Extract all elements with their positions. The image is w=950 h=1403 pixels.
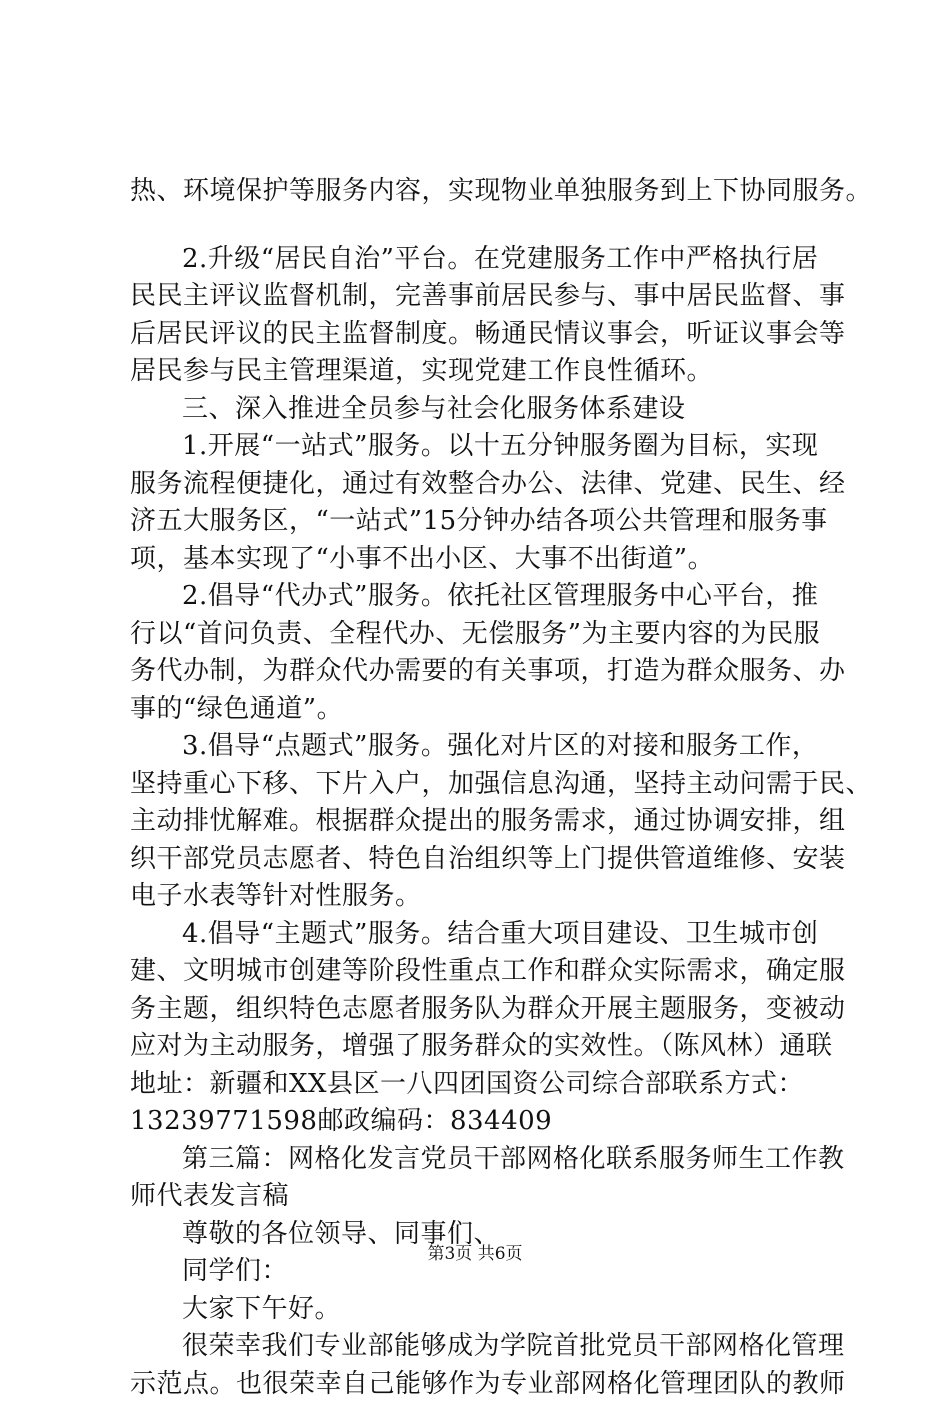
salutation-line: 尊敬的各位领导、同事们、: [130, 1216, 830, 1254]
page-number-footer: 第3页 共6页: [0, 1243, 950, 1265]
paragraph-line: 服务流程便捷化，通过有效整合办公、法律、党建、民生、经: [130, 466, 830, 504]
paragraph-line: 济五大服务区，“一站式”15分钟办结各项公共管理和服务事: [130, 503, 830, 541]
paragraph-line: 民民主评议监督机制，完善事前居民参与、事中居民监督、事: [130, 278, 830, 316]
paragraph-line: 事的“绿色通道”。: [130, 691, 830, 729]
paragraph-line: 1.开展“一站式”服务。以十五分钟服务圈为目标，实现: [130, 428, 830, 466]
paragraph-line: 项，基本实现了“小事不出小区、大事不出街道”。: [130, 541, 830, 579]
paragraph-line: 居民参与民主管理渠道，实现党建工作良性循环。: [130, 353, 830, 391]
chapter-heading: 师代表发言稿: [130, 1178, 830, 1216]
paragraph-line: 坚持重心下移、下片入户，加强信息沟通，坚持主动问需于民、: [130, 766, 830, 804]
greeting-line: 大家下午好。: [130, 1291, 830, 1329]
paragraph-line: 很荣幸我们专业部能够成为学院首批党员干部网格化管理: [130, 1328, 830, 1366]
salutation-line: 同学们：: [130, 1253, 830, 1291]
paragraph-line: 建、文明城市创建等阶段性重点工作和群众实际需求，确定服: [130, 953, 830, 991]
paragraph-line: 4.倡导“主题式”服务。结合重大项目建设、卫生城市创: [130, 916, 830, 954]
paragraph-line: 织干部党员志愿者、特色自治组织等上门提供管道维修、安装: [130, 841, 830, 879]
paragraph-line: 13239771598邮政编码：834409: [130, 1103, 830, 1141]
paragraph-line: 行以“首问负责、全程代办、无偿服务”为主要内容的为民服: [130, 616, 830, 654]
paragraph-line: 主动排忧解难。根据群众提出的服务需求，通过协调安排，组: [130, 803, 830, 841]
paragraph-line: 2.升级“居民自治”平台。在党建服务工作中严格执行居: [130, 241, 830, 279]
document-body: [130, 173, 830, 1403]
paragraph-line: 3.倡导“点题式”服务。强化对片区的对接和服务工作，: [130, 728, 830, 766]
paragraph-gap: [130, 211, 830, 241]
section-heading: 三、深入推进全员参与社会化服务体系建设: [130, 391, 830, 429]
paragraph-line: 地址：新疆和XX县区一八四团国资公司综合部联系方式：: [130, 1066, 830, 1104]
paragraph-line: 示范点。也很荣幸自己能够作为专业部网格化管理团队的教师: [130, 1366, 830, 1403]
paragraph-line: 后居民评议的民主监督制度。畅通民情议事会，听证议事会等: [130, 316, 830, 354]
paragraph-line: 务主题，组织特色志愿者服务队为群众开展主题服务，变被动: [130, 991, 830, 1029]
paragraph-line: 电子水表等针对性服务。: [130, 878, 830, 916]
chapter-heading: 第三篇：网格化发言党员干部网格化联系服务师生工作教: [130, 1141, 830, 1179]
paragraph-line: 应对为主动服务，增强了服务群众的实效性。（陈风林）通联: [130, 1028, 830, 1066]
paragraph-line: 热、环境保护等服务内容，实现物业单独服务到上下协同服务。: [130, 173, 830, 211]
paragraph-line: 2.倡导“代办式”服务。依托社区管理服务中心平台，推: [130, 578, 830, 616]
paragraph-line: 务代办制，为群众代办需要的有关事项，打造为群众服务、办: [130, 653, 830, 691]
